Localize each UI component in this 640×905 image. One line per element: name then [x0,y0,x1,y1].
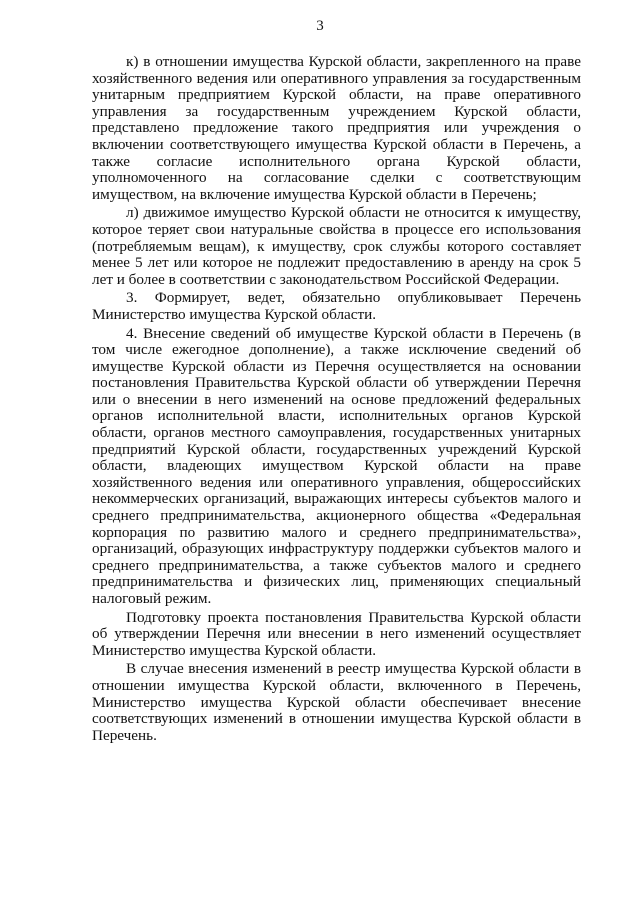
paragraph-4-preparation: Подготовку проекта постановления Правительства Курской области об утверждении Перечня или внесении в него изменений осуществляет Министерство имущества Курской области. [92,608,581,659]
document-body [92,54,581,746]
paragraph-3: 3. Формирует, ведет, обязательно опубликовывает Перечень Министерство имущества Курской области. [92,289,581,323]
paragraph-l: л) движимое имущество Курской области не относится к имуществу, которое теряет свои натуральные свойства в процессе его использования (потребляемым вещам), к имуществу, срок службы которого составляет менее 5 лет или которое не подлежит предоставлению в аренду на срок 5 лет и более в соответствии с законодательством Российской Федерации. [92,204,581,288]
paragraph-4: 4. Внесение сведений об имуществе Курской области в Перечень (в том числе ежегодное дополнение), а также исключение сведений об имуществе Курской области из Перечня осуществляется на основании постановления Правительства Курской области об утверждении Перечня или о внесении в него изменений на основе предложений федеральных органов исполнительной власти, исполнительных органов Курской области, органов местного самоуправления, государственных унитарных предприятий Курской области, государственных учреждений Курской области, владеющих имуществом Курской области на праве хозяйственного ведения или оперативного управления, общероссийских некоммерческих организаций, выражающих интересы субъектов малого и среднего предпринимательства, акционерного общества «Федеральная корпорация по развитию малого и среднего предпринимательства», организаций, образующих инфраструктуру поддержки субъектов малого и среднего предпринимательства, а также субъектов малого и среднего предпринимательства и физических лиц, применяющих специальный налоговый режим. [92,324,581,607]
paragraph-4-registry-changes: В случае внесения изменений в реестр имущества Курской области в отношении имущества Курской области, включенного в Перечень, Министерство имущества Курской области обеспечивает внесение соответствующих изменений в отношении имущества Курской области в Перечень. [92,660,581,744]
page-number: 3 [316,18,324,34]
paragraph-k: к) в отношении имущества Курской области, закрепленного на праве хозяйственного ведения или оперативного управления за государственным унитарным предприятием Курской области, на праве оперативного управления за государственным учреждением Курской области, представлено предложение такого предприятия или учреждения о включении соответствующего имущества Курской области в Перечень, а также согласие исполнительного органа Курской области, уполномоченного на согласование сделки с соответствующим имуществом, на включение имущества Курской области в Перечень; [92,53,581,203]
